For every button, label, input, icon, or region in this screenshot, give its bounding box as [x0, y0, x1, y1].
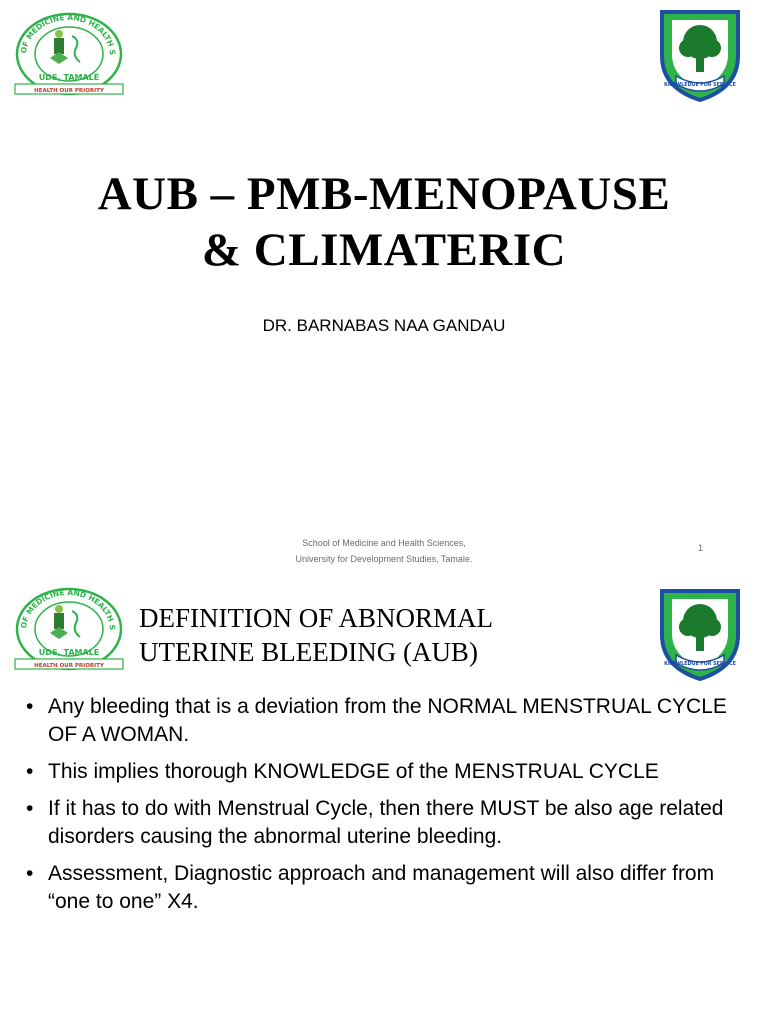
footer-line-1: School of Medicine and Health Sciences,: [302, 538, 466, 548]
bullet-item: [26, 860, 746, 916]
slide-title-line-2: & CLIMATERIC: [201, 224, 567, 276]
slide-title-line-1: AUB – PMB-MENOPAUSE: [97, 168, 671, 220]
slide-title-line-2: UTERINE BLEEDING (AUB): [139, 637, 478, 667]
slide-title-line-1: DEFINITION OF ABNORMAL: [139, 603, 494, 633]
school-logo: [10, 6, 128, 98]
school-logo-ring-text: OF MEDICINE AND HEALTH S: [19, 12, 118, 56]
school-logo: [10, 581, 128, 673]
uds-crest-logo: [654, 583, 746, 683]
author-name: DR. BARNABAS NAA GANDAU: [262, 316, 506, 335]
school-logo-motto: HEALTH OUR PRIORITY: [34, 663, 104, 669]
bullet-text: If it has to do with Menstrual Cycle, then there MUST be also age related disorders causing the abnormal uterine bleeding.: [48, 797, 724, 848]
bullet-list: [26, 693, 746, 925]
school-logo-location: UDS, TAMALE: [38, 648, 100, 657]
slide-footer: [200, 535, 568, 567]
bullet-item: [26, 693, 746, 749]
uds-crest-logo: [654, 4, 746, 104]
school-logo-location: UDS, TAMALE: [38, 73, 100, 82]
bullet-dot-icon: •: [26, 797, 34, 820]
slide-title: [139, 601, 629, 669]
uds-crest-motto: KNOWLEDGE FOR SERVICE: [664, 662, 736, 667]
bullet-dot-icon: •: [26, 695, 34, 718]
definition-slide: [0, 577, 768, 1024]
slide-title: [30, 166, 738, 278]
bullet-item: [26, 758, 746, 786]
bullet-item: [26, 795, 746, 851]
uds-crest-motto: KNOWLEDGE FOR SERVICE: [664, 83, 736, 88]
bullet-text: Assessment, Diagnostic approach and management will also differ from “one to one” X4.: [48, 862, 715, 913]
school-logo-motto: HEALTH OUR PRIORITY: [34, 88, 104, 94]
school-logo-ring-text: OF MEDICINE AND HEALTH S: [19, 587, 118, 631]
bullet-text: Any bleeding that is a deviation from the NORMAL MENSTRUAL CYCLE OF A WOMAN.: [48, 695, 727, 746]
bullet-text: This implies thorough KNOWLEDGE of the MENSTRUAL CYCLE: [48, 760, 659, 783]
bullet-dot-icon: •: [26, 760, 34, 783]
footer-line-2: University for Development Studies, Tamale.: [295, 554, 473, 564]
bullet-dot-icon: •: [26, 862, 34, 885]
page-number: 1: [698, 543, 704, 553]
